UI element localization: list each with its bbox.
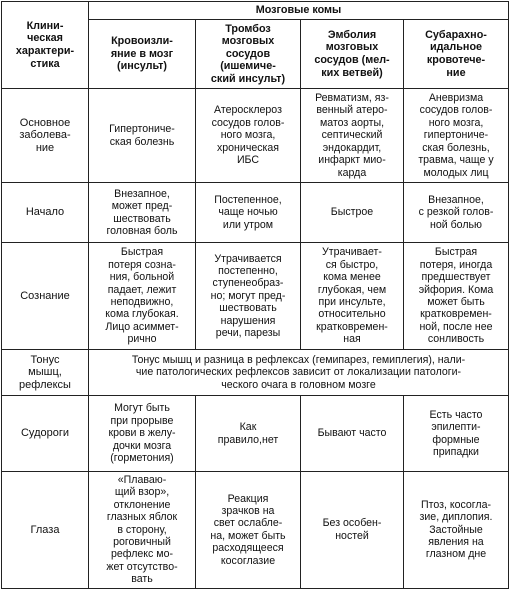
table-cell: Атеросклероз сосудов голов- ного мозга, хроническая ИБС (196, 89, 301, 183)
table-cell-merged: Тонус мышц и разница в рефлексах (гемипарез, гемиплегия), нали- чие патологических рефлексов зависит от локализации патологи- ческого очага в головном мозге (89, 350, 509, 396)
header-characteristic: Клини- ческая характери- стика (2, 2, 89, 89)
table-cell: «Плаваю- щий взор», отклонение глазных яблок в сторону, роговичный рефлекс мо- жет отсутство- вать (89, 472, 196, 589)
table-cell: Утрачивается постепенно, ступенеобраз- но; могут пред- шествовать нарушения речи, парезы (196, 243, 301, 350)
table-cell: Внезапное, с резкой голов- ной болью (404, 183, 509, 243)
header-col-hemorrhage: Кровоизли- яние в мозг (инсульт) (89, 20, 196, 89)
row-label-disease: Основное заболева- ние (2, 89, 89, 183)
header-col-embolism: Эмболия мозговых сосудов (мел- ких ветвей) (301, 20, 404, 89)
row-label-muscle-tone: Тонус мышц, рефлексы (2, 350, 89, 396)
header-group-title: Мозговые комы (89, 2, 509, 20)
table-row (2, 183, 509, 243)
table-cell: Аневризма сосудов голов- ного мозга, гипертониче- ская болезнь, травма, чаще у молодых лиц (404, 89, 509, 183)
table-cell: Внезапное, может пред- шествовать головная боль (89, 183, 196, 243)
row-label-seizures: Судороги (2, 396, 89, 472)
table-row (2, 243, 509, 350)
table-row (2, 350, 509, 396)
table-cell: Ревматизм, яз- венный атеро- матоз аорты, септический эндокардит, инфаркт мио- карда (301, 89, 404, 183)
table-cell: Постепенное, чаще ночью или утром (196, 183, 301, 243)
table-row (2, 472, 509, 589)
header-row-group (2, 2, 509, 20)
table-cell: Быстрое (301, 183, 404, 243)
table-cell: Без особен- ностей (301, 472, 404, 589)
table-row (2, 89, 509, 183)
table-row (2, 396, 509, 472)
table-cell: Как правило,нет (196, 396, 301, 472)
table-cell: Реакция зрачков на свет ослабле- на, может быть расходящееся косоглазие (196, 472, 301, 589)
table-cell: Могут быть при прорыве крови в желу- дочки мозга (горметония) (89, 396, 196, 472)
header-col-subarachnoid: Субарахно- идальное кровотече- ние (404, 20, 509, 89)
table-cell: Птоз, косогла- зие, диплопия. Застойные явления на глазном дне (404, 472, 509, 589)
table-cell: Есть часто эпилепти- формные припадки (404, 396, 509, 472)
row-label-eyes: Глаза (2, 472, 89, 589)
header-col-thrombosis: Тромбоз мозговых сосудов (ишемиче- ский инсульт) (196, 20, 301, 89)
table-cell: Бывают часто (301, 396, 404, 472)
table-cell: Быстрая потеря, иногда предшествует эйфория. Кома может быть кратковремен- ной, после нее сонливость (404, 243, 509, 350)
row-label-consciousness: Сознание (2, 243, 89, 350)
table-cell: Быстрая потеря созна- ния, больной падает, лежит неподвижно, кома глубокая. Лицо асиммет- рично (89, 243, 196, 350)
table-cell: Гипертониче- ская болезнь (89, 89, 196, 183)
table-cell: Утрачивает- ся быстро, кома менее глубокая, чем при инсульте, относительно кратковремен- ная (301, 243, 404, 350)
coma-comparison-table (1, 1, 509, 589)
row-label-onset: Начало (2, 183, 89, 243)
